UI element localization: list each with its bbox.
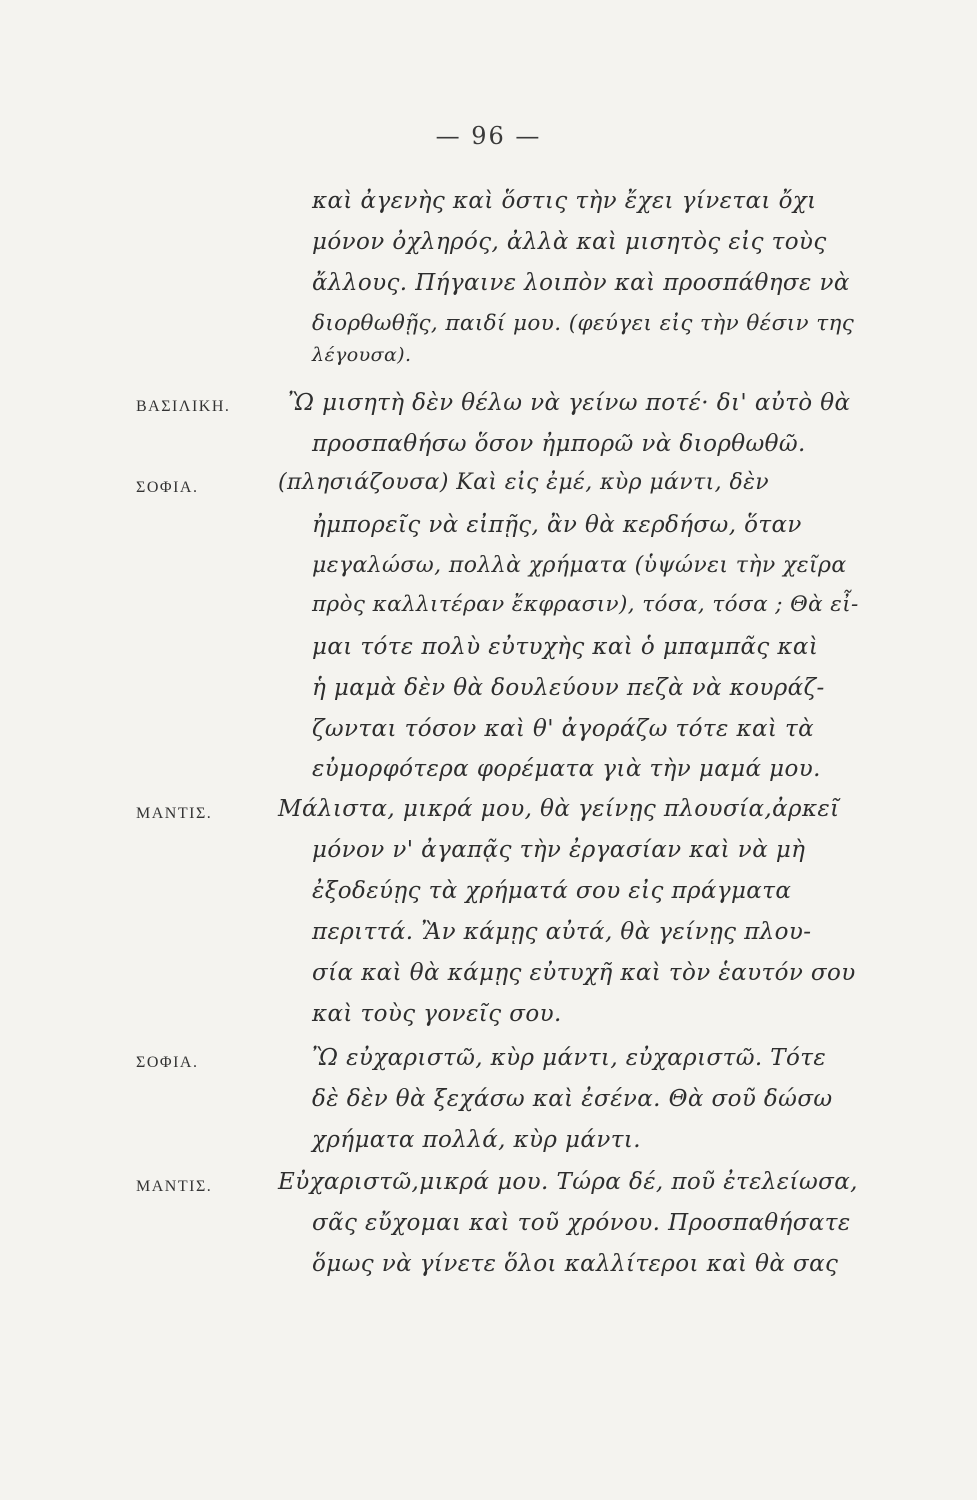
text-line: περιττά. Ἂν κάμῃς αὐτά, θὰ γείνῃς πλου- (312, 919, 812, 945)
speaker-name: ΒΑΣΙΛΙΚΗ. (136, 398, 231, 415)
text-line: καὶ τοὺς γονεῖς σου. (312, 1001, 562, 1027)
text-line: ἄλλους. Πήγαινε λοιπὸν καὶ προσπάθησε νὰ (312, 270, 850, 296)
text-line: μεγαλώσω, πολλὰ χρήματα (ὑψώνει τὴν χεῖρα (312, 553, 847, 578)
page-number: — 96 — (435, 122, 542, 150)
text-line: λέγουσα). (312, 344, 412, 366)
text-line: εὐμορφότερα φορέματα γιὰ τὴν μαμά μου. (312, 756, 821, 782)
text-line: σία καὶ θὰ κάμῃς εὐτυχῆ καὶ τὸν ἑαυτόν σου (312, 960, 856, 986)
text-line: Ὢ εὐχαριστῶ, κὺρ μάντι, εὐχαριστῶ. Τότε (312, 1045, 827, 1071)
text-line: δὲ δὲν θὰ ξεχάσω καὶ ἐσένα. Θὰ σοῦ δώσω (312, 1086, 833, 1112)
speaker-name: ΜΑΝΤΙΣ. (136, 805, 213, 822)
text-line: ὅμως νὰ γίνετε ὅλοι καλλίτεροι καὶ θὰ σας (312, 1251, 839, 1277)
speaker-name: ΣΟΦΙΑ. (136, 479, 199, 496)
text-line: σᾶς εὔχομαι καὶ τοῦ χρόνου. Προσπαθήσατε (312, 1210, 851, 1236)
text-line: ἐξοδεύῃς τὰ χρήματά σου εἰς πράγματα (312, 878, 792, 904)
text-line: (πλησιάζουσα) Καὶ εἰς ἐμέ, κὺρ μάντι, δὲν (278, 470, 770, 495)
text-line: χρήματα πολλά, κὺρ μάντι. (312, 1127, 641, 1153)
text-line: καὶ ἀγενὴς καὶ ὅστις τὴν ἔχει γίνεται ὄχι (312, 188, 817, 214)
speaker-name: ΣΟΦΙΑ. (136, 1054, 199, 1071)
text-line: προσπαθήσω ὅσον ἠμπορῶ νὰ διορθωθῶ. (312, 431, 806, 457)
text-line: πρὸς καλλιτέραν ἔκφρασιν), τόσα, τόσα ; Θὰ εἶ- (312, 592, 859, 617)
text-line: Εὐχαριστῶ,μικρά μου. Τώρα δέ, ποῦ ἐτελείωσα, (278, 1169, 858, 1195)
text-line: μόνον ὀχληρός, ἀλλὰ καὶ μισητὸς εἰς τοὺς (312, 229, 827, 255)
text-line: ζωνται τόσον καὶ θ' ἀγοράζω τότε καὶ τὰ (312, 716, 815, 742)
text-line: Ὢ μισητὴ δὲν θέλω νὰ γείνω ποτέ· δι' αὐτὸ θὰ (288, 390, 851, 416)
speaker-name: ΜΑΝΤΙΣ. (136, 1178, 213, 1195)
text-line: Μάλιστα, μικρά μου, θὰ γείνῃς πλουσία,ἀρκεῖ (278, 796, 840, 822)
text-line: μαι τότε πολὺ εὐτυχὴς καὶ ὁ μπαμπᾶς καὶ (312, 634, 819, 660)
text-line: ἠμπορεῖς νὰ εἰπῇς, ἂν θὰ κερδήσω, ὅταν (312, 512, 802, 538)
text-line: ἡ μαμὰ δὲν θὰ δουλεύουν πεζὰ νὰ κουράζ- (312, 675, 825, 701)
text-line: διορθωθῇς, παιδί μου. (φεύγει εἰς τὴν θέσιν της (312, 311, 855, 336)
text-line: μόνον ν' ἀγαπᾷς τὴν ἐργασίαν καὶ νὰ μὴ (312, 837, 806, 863)
